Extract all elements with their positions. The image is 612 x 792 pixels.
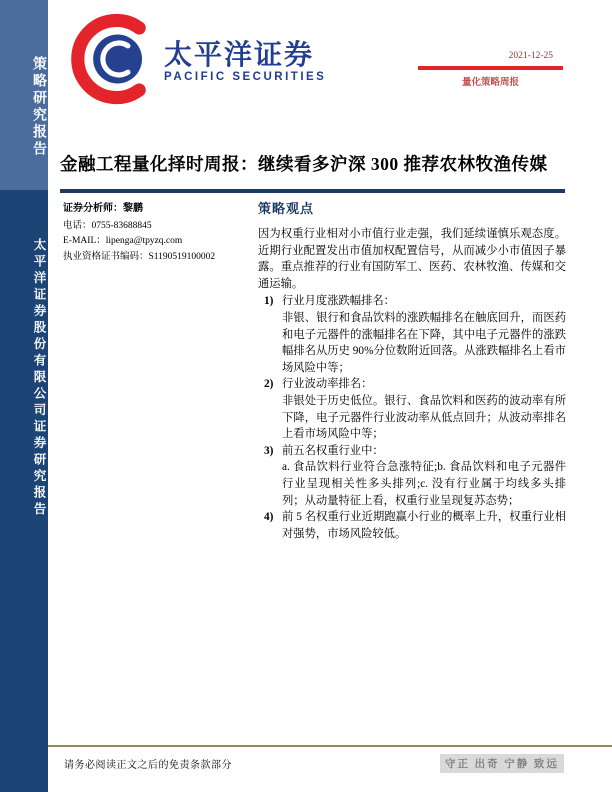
analyst-license-line: 执业资格证书编码：S1190519100002: [63, 251, 216, 262]
viewpoint-item-body: 非银处于历史低位。银行、食品饮料和医药的波动率有所下降，电子元器件行业波动率从低点回升；从波动率排名上看市场风险中等；: [282, 394, 566, 441]
viewpoint-item: [258, 293, 566, 376]
viewpoint-item-body: 非银、银行和食品饮料的涨跌幅排名在触底回升，而医药和电子元器件的涨幅排名在下降，其中电子元器件的涨跌幅排名从历史 90%分位数附近回落。从涨跌幅排名上看市场风险中等；: [282, 311, 566, 374]
viewpoint-item-number: 1): [264, 295, 274, 308]
viewpoint-item-number: 2): [264, 378, 274, 391]
footer-motto: 守正 出奇 宁静 致远: [440, 754, 564, 773]
sidebar-report-category: 策略研究报告: [31, 56, 46, 158]
viewpoint-item-head: 行业波动率排名：: [282, 378, 373, 391]
pacific-securities-logo-icon: [64, 12, 158, 106]
company-logo: [64, 12, 326, 106]
viewpoint-item-head: 前五名权重行业中：: [282, 444, 384, 457]
viewpoint-item-content: [282, 376, 566, 442]
sidebar-company-label: 太平洋证券股份有限公司证券研究报告: [32, 238, 46, 519]
viewpoint-list: [258, 293, 566, 542]
company-name-en: PACIFIC SECURITIES: [164, 71, 327, 83]
viewpoint-intro-paragraph: 因为权重行业相对小市值行业走强，我们延续谨慎乐观态度。近期行业配置发出市值加权配置信号，从而减少小市值因子暴露。重点推荐的行业有国防军工、医药、农林牧渔、传媒和交通运输。: [258, 228, 566, 290]
viewpoint-item-body: a. 食品饮料行业符合急涨特征;b. 食品饮料和电子元器件行业呈现相关性多头排列;c. 没有行业属于均线多头排列；从动量特征上看，权重行业呈现复苏态势；: [282, 461, 566, 507]
analyst-info-block: [63, 201, 253, 265]
header-meta: [418, 50, 563, 88]
analyst-name-line: 证券分析师：黎鹏: [63, 203, 143, 214]
strategy-viewpoint-section: [258, 198, 566, 542]
viewpoint-item: [258, 509, 566, 542]
viewpoint-item-content: [282, 509, 566, 542]
viewpoint-item: [258, 443, 566, 509]
report-type-label: 量化策略周报: [461, 78, 519, 88]
viewpoint-item-body: 前 5 名权重行业近期跑赢小行业的概率上升，权重行业相对强势，市场风险较低。: [282, 511, 566, 540]
viewpoint-item-content: [282, 443, 566, 509]
report-date: 2021-12-25: [508, 51, 553, 61]
company-logo-text: [164, 40, 326, 84]
viewpoint-item-head: 行业月度涨跌幅排名：: [282, 295, 395, 308]
viewpoint-item: [258, 376, 566, 442]
viewpoint-item-content: [282, 293, 566, 376]
title-underline-rule: [60, 189, 565, 193]
company-name-cn: 太平洋证券: [164, 39, 315, 70]
viewpoint-item-number: 4): [264, 511, 274, 524]
analyst-email-line: E-MAIL：lipenga@tpyzq.com: [63, 236, 183, 246]
report-title: 金融工程量化择时周报：继续看多沪深 300 推荐农林牧渔传媒: [60, 154, 548, 174]
footer-gold-rule: [48, 745, 612, 747]
analyst-phone-line: 电话：0755-83688845: [63, 220, 152, 231]
viewpoint-item-number: 3): [264, 444, 274, 457]
footer-disclaimer: 请务必阅读正文之后的免责条款部分: [64, 760, 232, 771]
viewpoint-heading: 策略观点: [258, 201, 315, 216]
header-red-rule: [418, 66, 563, 70]
